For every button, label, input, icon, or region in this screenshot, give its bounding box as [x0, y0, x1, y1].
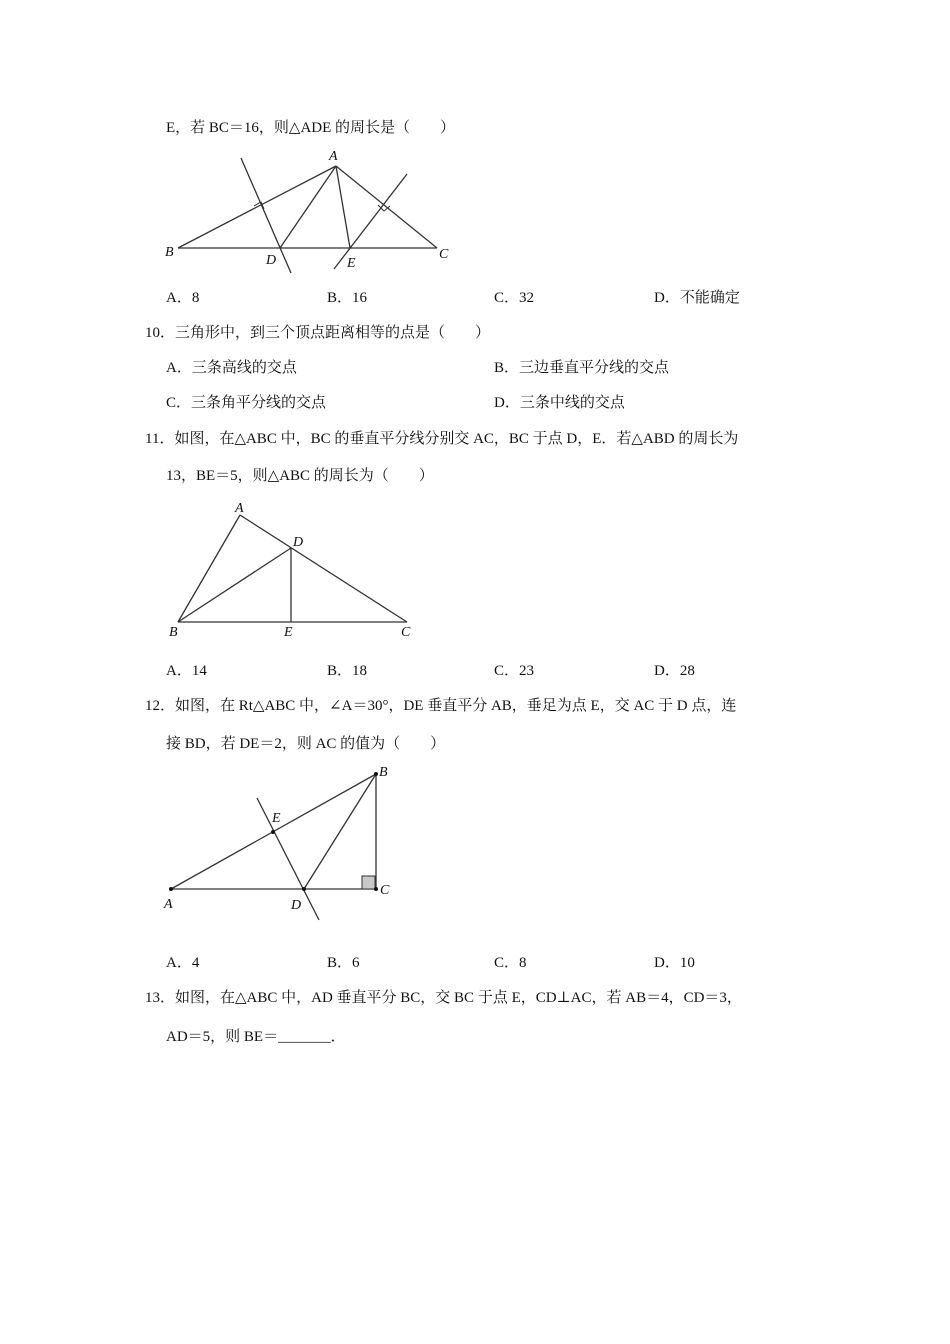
q9-label-c: C: [439, 247, 449, 262]
q12-point-e: [271, 830, 275, 834]
q11-label-b: B: [169, 625, 178, 640]
q11-segment-ab: [178, 515, 240, 622]
q12-segment-bd: [304, 774, 376, 889]
q12-label-e: E: [272, 811, 281, 826]
q12-label-c: C: [380, 883, 390, 898]
q13-stem-line1: 13．如图，在△ABC 中，AD 垂直平分 BC，交 BC 于点 E，CD⊥AC，若 AB＝4，CD＝3，: [145, 990, 742, 1006]
q10-option-d[interactable]: D．三条中线的交点: [494, 395, 625, 411]
q11-stem-line2: 13，BE＝5，则△ABC 的周长为（ ）: [166, 468, 434, 484]
q9-label-b: B: [165, 245, 174, 260]
q12-point-b: [374, 772, 378, 776]
q11-segment-bd: [178, 548, 291, 622]
q9-segment-ad: [280, 166, 336, 248]
q9-option-b[interactable]: B．16: [327, 290, 368, 306]
q9-figure: [160, 140, 460, 280]
q11-label-d: D: [293, 535, 304, 550]
q12-stem-line2: 接 BD，若 DE＝2，则 AC 的值为（ ）: [166, 736, 446, 752]
q11-figure: [160, 495, 430, 645]
q11-segment-ac: [240, 515, 407, 622]
q10-option-b[interactable]: B．三边垂直平分线的交点: [494, 360, 670, 376]
q11-option-b[interactable]: B．18: [327, 663, 368, 679]
q12-right-angle-mark: [362, 876, 375, 889]
q11-option-d[interactable]: D．28: [654, 663, 695, 679]
q12-label-b: B: [379, 765, 388, 780]
q12-stem-line1: 12．如图，在 Rt△ABC 中，∠A＝30°，DE 垂直平分 AB，垂足为点 E，交 AC 于 D 点，连: [145, 698, 737, 714]
q12-option-d[interactable]: D．10: [654, 955, 695, 971]
q9-label-d: D: [266, 253, 277, 268]
q11-label-e: E: [284, 625, 293, 640]
q11-stem-line1: 11．如图，在△ABC 中，BC 的垂直平分线分别交 AC，BC 于点 D，E．若△ABD 的周长为: [145, 431, 739, 447]
q9-segment-ae: [336, 166, 350, 248]
q12-option-b[interactable]: B．6: [327, 955, 360, 971]
q11-option-a[interactable]: A．14: [166, 663, 207, 679]
q12-perp-bisector-de: [257, 798, 319, 920]
q9-segment-ac: [336, 166, 437, 248]
q9-label-a: A: [329, 149, 338, 164]
q12-figure: [160, 760, 410, 930]
q9-segment-ab: [178, 166, 336, 248]
q12-label-a: A: [164, 897, 173, 912]
q10-option-c[interactable]: C．三条角平分线的交点: [166, 395, 327, 411]
q13-stem-line2: AD＝5，则 BE＝_______．: [166, 1029, 346, 1045]
q12-label-d: D: [291, 898, 302, 913]
q12-point-d: [302, 887, 306, 891]
q12-option-c[interactable]: C．8: [494, 955, 527, 971]
q11-option-c[interactable]: C．23: [494, 663, 535, 679]
q11-label-a: A: [235, 501, 244, 516]
q9-option-d[interactable]: D．不能确定: [654, 290, 740, 306]
q9-stem-tail: E，若 BC＝16，则△ADE 的周长是（ ）: [166, 120, 456, 136]
q11-label-c: C: [401, 625, 411, 640]
q12-option-a[interactable]: A．4: [166, 955, 200, 971]
q9-label-e: E: [347, 256, 356, 271]
q10-stem: 10．三角形中，到三个顶点距离相等的点是（ ）: [145, 325, 491, 341]
q10-option-a[interactable]: A．三条高线的交点: [166, 360, 297, 376]
q9-option-c[interactable]: C．32: [494, 290, 535, 306]
q12-point-c: [374, 887, 378, 891]
q9-option-a[interactable]: A．8: [166, 290, 200, 306]
q12-point-a: [169, 887, 173, 891]
